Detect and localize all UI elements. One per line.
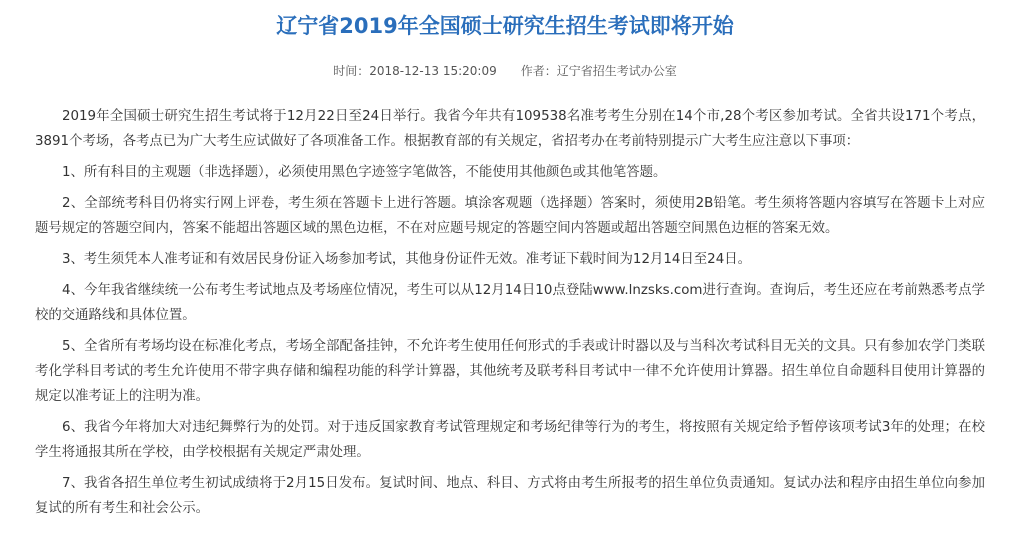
notice-item-4: 4、今年我省继续统一公布考生考试地点及考场座位情况，考生可以从12月14日10点登陆www.lnzsks.com进行查询。查询后，考生还应在考前熟悉考点学校的交通路线和具体位置。: [35, 283, 985, 323]
article-title: 辽宁省2019年全国硕士研究生招生考试即将开始: [276, 14, 734, 38]
notice-item-1: 1、所有科目的主观题（非选择题），必须使用黑色字迹签字笔做答，不能使用其他颜色或其他笔答题。: [62, 165, 667, 180]
notice-item-2: 2、全部统考科目仍将实行网上评卷，考生须在答题卡上进行答题。填涂客观题（选择题）答案时，须使用2B铅笔。考生须将答题内容填写在答题卡上对应题号规定的答题空间内，答案不能超出答题区域的黑色边框，不在对应题号规定的答题空间内答题或超出答题空间黑色边框的答案无效。: [35, 196, 985, 236]
intro-paragraph: 2019年全国硕士研究生招生考试将于12月22日至24日举行。我省今年共有109538名准考考生分别在14个市,28个考区参加考试。全省共设171个考点，3891个考场，各考点已为广大考生应试做好了各项准备工作。根据教育部的有关规定，省招考办在考前特别提示广大考生应注意以下事项：: [35, 109, 985, 149]
notice-item-5: 5、全省所有考场均设在标准化考点，考场全部配备挂钟，不允许考生使用任何形式的手表或计时器以及与当科次考试科目无关的文具。只有参加农学门类联考化学科目考试的考生允许使用不带字典存储和编程功能的科学计算器，其他统考及联考科目考试中一律不允许使用计算器。招生单位自命题科目使用计算器的规定以准考证上的注明为准。: [35, 339, 985, 404]
notice-item-7: 7、我省各招生单位考生初试成绩将于2月15日发布。复试时间、地点、科目、方式将由考生所报考的招生单位负责通知。复试办法和程序由招生单位向参加复试的所有考生和社会公示。: [35, 476, 985, 516]
publish-time-label: 时间：: [333, 64, 370, 78]
author-value: 辽宁省招生考试办公室: [556, 64, 677, 78]
publish-time-value: 2018-12-13 15:20:09: [369, 64, 497, 78]
notice-item-3: 3、考生须凭本人准考证和有效居民身份证入场参加考试，其他身份证件无效。准考证下载时间为12月14日至24日。: [62, 252, 751, 267]
article-body: [35, 104, 985, 527]
article-meta: [0, 63, 1010, 79]
notice-item-6: 6、我省今年将加大对违纪舞弊行为的处罚。对于违反国家教育考试管理规定和考场纪律等行为的考生，将按照有关规定给予暂停该项考试3年的处理；在校学生将通报其所在学校，由学校根据有关规定严肃处理。: [35, 420, 985, 460]
author-label: 作者：: [520, 64, 557, 78]
